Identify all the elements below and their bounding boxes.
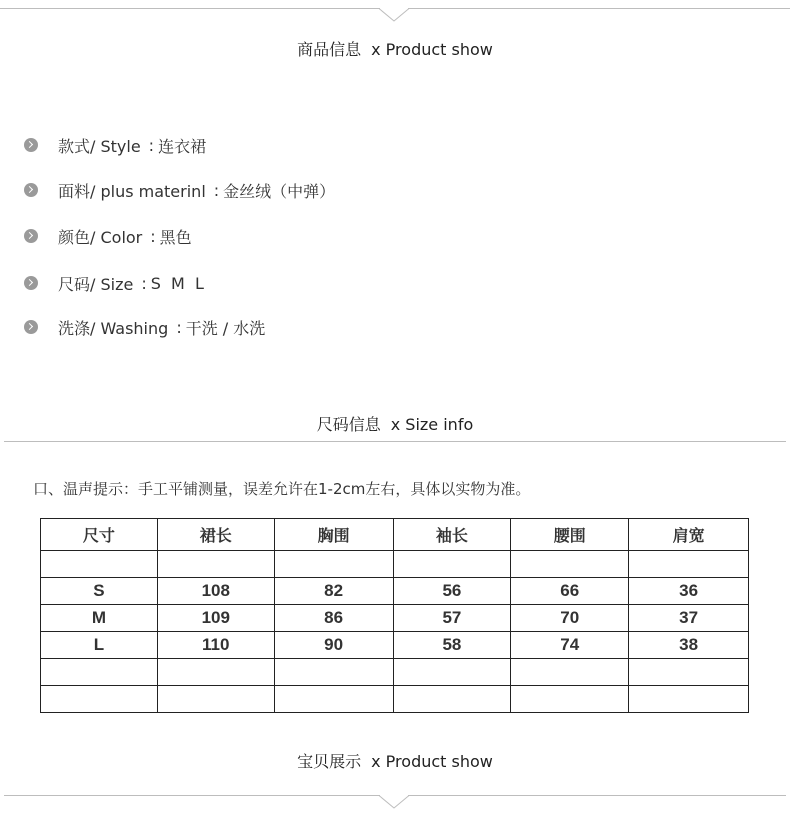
spec-item-color: 颜色/ Color : 黑色 (24, 226, 192, 246)
table-row (41, 578, 749, 605)
table-cell: L (41, 632, 158, 659)
table-cell: 57 (393, 605, 511, 632)
table-cell: 58 (393, 632, 511, 659)
spec-value: 连衣裙 (158, 136, 207, 156)
size-title-en: x Size info (390, 415, 474, 434)
bottom-divider-right (408, 795, 786, 796)
bottom-divider (4, 795, 380, 796)
spec-item-washing: 洗涤/ Washing : 干洗 / 水洗 (24, 317, 265, 337)
spec-value: 金丝绒（中弹） (223, 181, 336, 201)
measurement-note: 口、温声提示：手工平铺测量，误差允许在1-2cm左右，具体以实物为准。 (33, 480, 531, 498)
table-cell: 90 (274, 632, 393, 659)
table-row-empty (41, 659, 749, 686)
spec-value: 黑色 (159, 227, 192, 247)
show-title-en: x Product show (371, 752, 493, 771)
table-cell: 56 (393, 578, 511, 605)
spec-label: 尺码/ Size (58, 274, 134, 294)
top-divider-notch (378, 7, 410, 23)
chevron-right-icon (24, 276, 38, 290)
spec-label: 款式/ Style (58, 136, 141, 156)
bottom-divider-notch (378, 794, 410, 810)
chevron-right-icon (24, 320, 38, 334)
table-cell: M (41, 605, 158, 632)
size-table (40, 518, 749, 713)
chevron-right-icon (24, 229, 38, 243)
table-cell: 110 (157, 632, 274, 659)
table-cell: 82 (274, 578, 393, 605)
product-title-en: x Product show (371, 40, 493, 59)
spec-value: 干洗 / 水洗 (185, 318, 266, 338)
table-header-cell: 裙长 (157, 519, 274, 551)
product-section-title (0, 37, 790, 60)
chevron-right-icon (24, 138, 38, 152)
table-row (41, 605, 749, 632)
table-cell: 38 (629, 632, 749, 659)
table-cell: 86 (274, 605, 393, 632)
table-cell: 74 (511, 632, 629, 659)
table-cell: S (41, 578, 158, 605)
table-header-cell: 尺寸 (41, 519, 158, 551)
size-divider (4, 441, 786, 442)
size-section-title (0, 412, 790, 435)
spec-label: 洗涤/ Washing (58, 318, 169, 338)
size-title-cn: 尺码信息 (316, 415, 381, 434)
table-header-cell: 胸围 (274, 519, 393, 551)
top-divider-right (408, 8, 790, 9)
table-cell: 37 (629, 605, 749, 632)
table-header-cell: 腰围 (511, 519, 629, 551)
table-cell: 109 (157, 605, 274, 632)
table-cell: 36 (629, 578, 749, 605)
table-row-empty (41, 686, 749, 713)
table-cell: 66 (511, 578, 629, 605)
spec-label: 颜色/ Color (58, 227, 143, 247)
spec-item-size: 尺码/ Size : S M L (24, 273, 204, 293)
show-section-title (0, 749, 790, 772)
table-header-cell: 肩宽 (629, 519, 749, 551)
table-header-cell: 袖长 (393, 519, 511, 551)
spec-label: 面料/ plus materinl (58, 181, 206, 201)
show-title-cn: 宝贝展示 (297, 752, 362, 771)
chevron-right-icon (24, 183, 38, 197)
spec-item-style: 款式/ Style : 连衣裙 (24, 135, 206, 155)
top-divider (0, 8, 380, 9)
spec-item-material: 面料/ plus materinl : 金丝绒（中弹） (24, 180, 335, 200)
table-row-empty (41, 551, 749, 578)
table-header-row (41, 519, 749, 551)
table-cell: 70 (511, 605, 629, 632)
table-row (41, 632, 749, 659)
spec-value: S M L (150, 273, 204, 293)
table-cell: 108 (157, 578, 274, 605)
product-title-cn: 商品信息 (297, 40, 362, 59)
